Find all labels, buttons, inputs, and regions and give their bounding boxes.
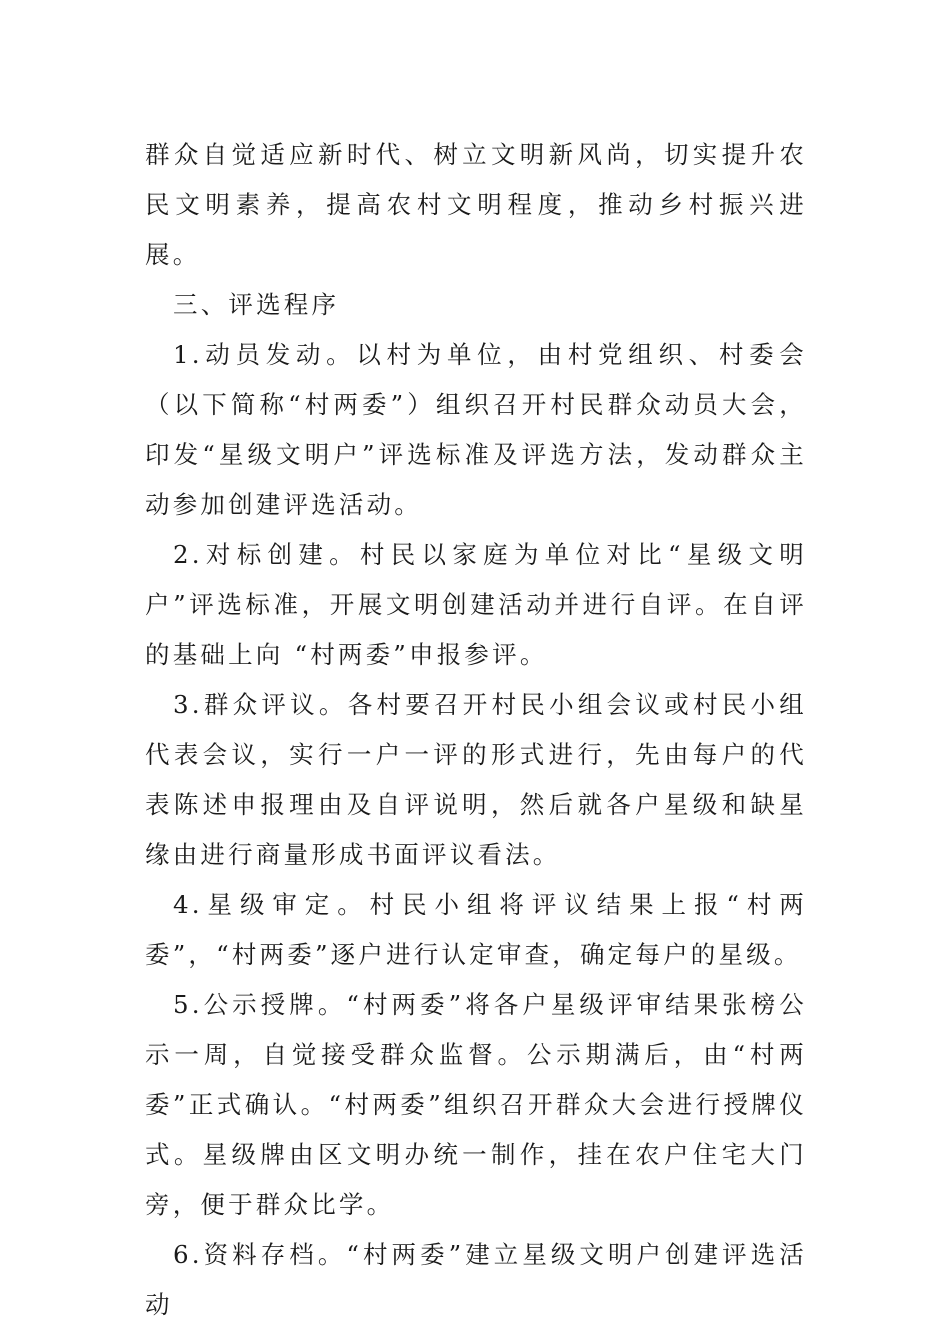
paragraph-step-2: 2.对标创建。村民以家庭为单位对比“星级文明户”评选标准，开展文明创建活动并进行自评。在自评的基础上向 “村两委”申报参评。 [145, 540, 807, 669]
paragraph-step-3: 3.群众评议。各村要召开村民小组会议或村民小组代表会议，实行一户一评的形式进行，先由每户的代表陈述申报理由及自评说明，然后就各户星级和缺星缘由进行商量形成书面评议看法。 [145, 690, 807, 869]
document-body [145, 130, 807, 1330]
paragraph-step-6: 6.资料存档。“村两委”建立星级文明户创建评选活动 [145, 1240, 807, 1319]
paragraph-step-5: 5.公示授牌。“村两委”将各户星级评审结果张榜公示一周，自觉接受群众监督。公示期满后，由“村两委”正式确认。“村两委”组织召开群众大会进行授牌仪式。星级牌由区文明办统一制作，挂在农户住宅大门旁，便于群众比学。 [145, 990, 807, 1219]
paragraph-step-1: 1.动员发动。以村为单位，由村党组织、村委会（以下简称“村两委”）组织召开村民群众动员大会，印发“星级文明户”评选标准及评选方法，发动群众主动参加创建评选活动。 [145, 340, 807, 519]
paragraph-continuation: 群众自觉适应新时代、树立文明新风尚，切实提升农民文明素养，提高农村文明程度，推动乡村振兴进展。 [145, 140, 807, 269]
paragraph-step-4: 4.星级审定。村民小组将评议结果上报“村两委”，“村两委”逐户进行认定审查，确定每户的星级。 [145, 890, 807, 969]
section-heading: 三、评选程序 [173, 290, 340, 319]
